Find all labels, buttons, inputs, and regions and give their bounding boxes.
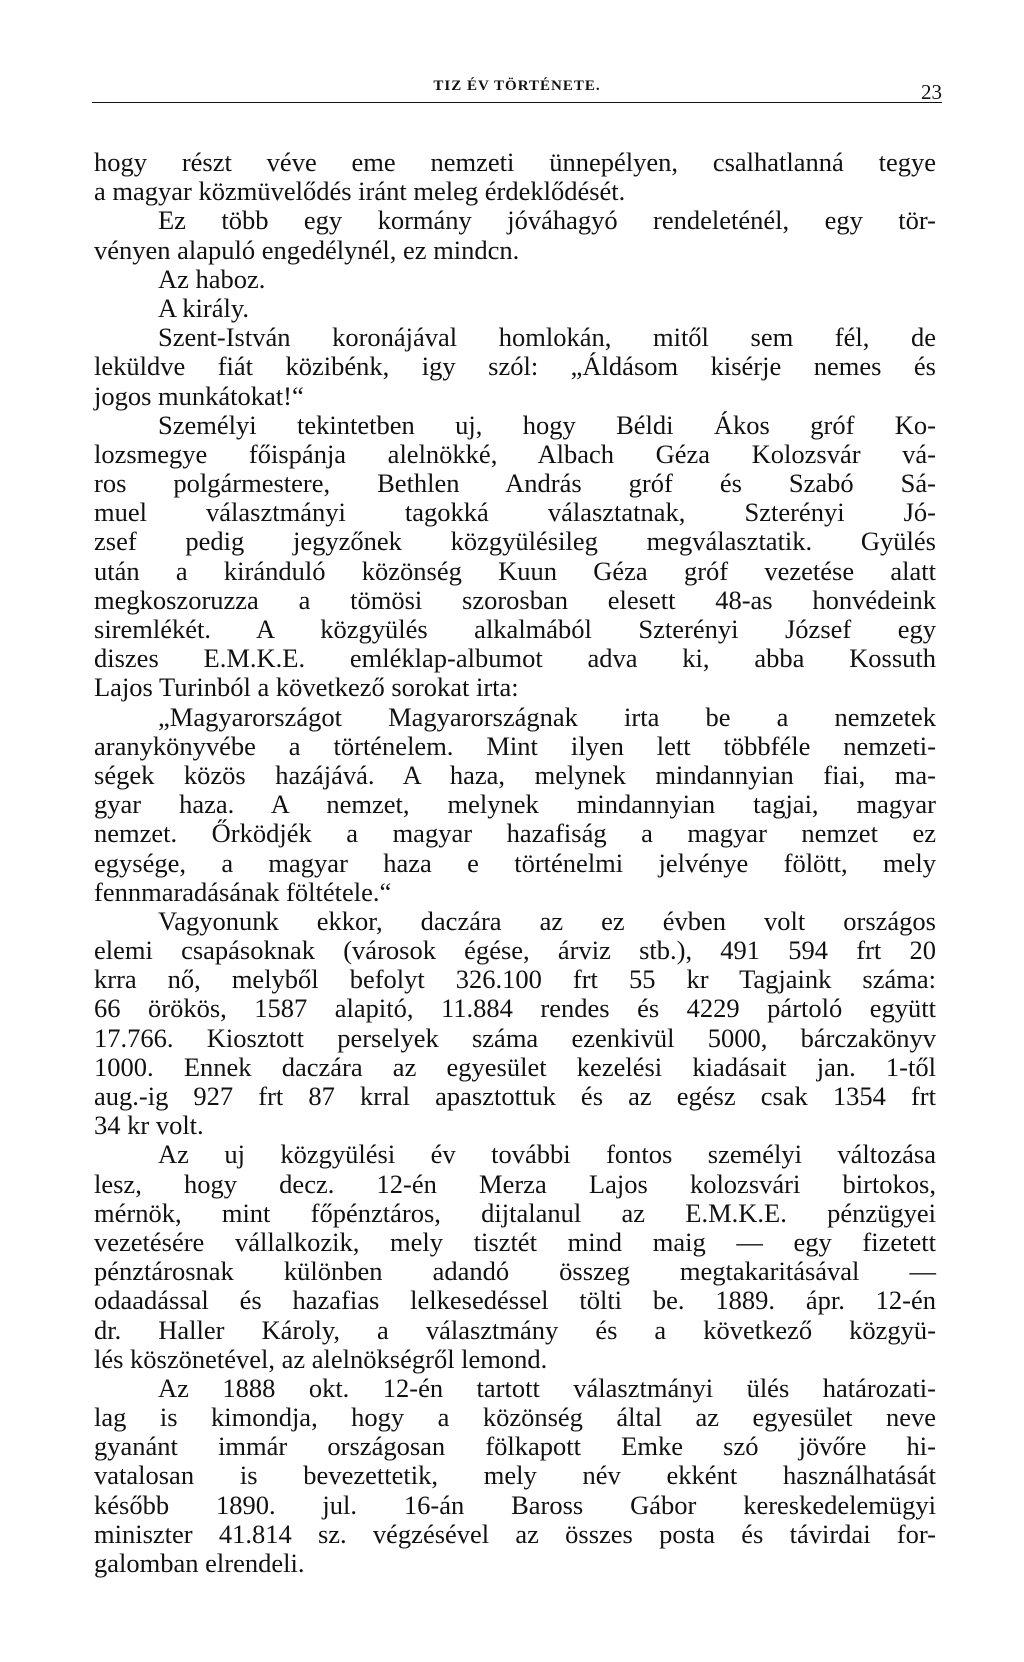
text-line: Lajos Turinból a következő sorokat irta: [94,672,519,703]
text-line: Az 1888 okt. 12-én tartott választmányi ülés határozati- [158,1372,936,1403]
text-line: siremlékét. A közgyülés alkalmából Szterényi József egy [94,614,936,644]
text-line: gyar haza. A nemzet, melynek mindannyian tagjai, magyar [94,789,936,820]
text-line: pénztárosnak különben adandó összeg megtakaritásával — [94,1256,936,1287]
text-line: „Magyarországot Magyarországnak irta be a nemzetek [158,701,936,732]
text-line: a magyar közmüvelődés iránt meleg érdeklődését. [94,176,626,207]
text-line: muel választmányi tagokká választatnak, Szterényi Jó- [94,497,936,528]
text-line: később 1890. jul. 16-án Baross Gábor kereskedelemügyi [94,1489,936,1520]
text-line: hogy részt véve eme nemzeti ünnepélyen, csalhatlanná tegye [94,147,936,177]
text-line: Szent-István koronájával homlokán, mitől sem fél, de [158,322,936,353]
text-line: 34 kr volt. [94,1110,204,1141]
text-line: dr. Haller Károly, a választmány és a következő közgyü- [94,1314,936,1345]
text-line: 1000. Ennek daczára az egyesület kezelési kiadásait jan. 1-től [94,1051,936,1082]
text-line: lesz, hogy decz. 12-én Merza Lajos kolozsvári birtokos, [94,1168,936,1199]
running-title: TIZ ÉV TÖRTÉNETE. [433,78,601,94]
text-line: nemzet. Őrködjék a magyar hazafiság a magyar nemzet ez [94,818,936,849]
text-line: fennmaradásának föltétele.“ [94,876,392,907]
text-line: ros polgármestere, Bethlen András gróf és Szabó Sá- [94,468,936,499]
text-line: 17.766. Kiosztott perselyek száma ezenkivül 5000, bárczakönyv [94,1022,936,1053]
text-line: ségek közös hazájává. A haza, melynek mindannyian fiai, ma- [94,759,936,790]
text-line: Ez több egy kormány jóváhagyó rendeleténél, egy tör- [158,205,936,236]
text-line: leküldve fiát közibénk, igy szól: „Áldásom kisérje nemes és [94,351,936,382]
text-line: odaadással és hazafias lelkesedéssel tölti be. 1889. ápr. 12-én [94,1285,936,1316]
text-line: miniszter 41.814 sz. végzésével az összes posta és távirdai for- [94,1518,936,1549]
text-line: aug.-ig 927 frt 87 krral apasztottuk és az egész csak 1354 frt [94,1081,936,1111]
text-line: diszes E.M.K.E. emléklap-albumot adva ki, abba Kossuth [94,643,936,674]
text-line: egysége, a magyar haza e történelmi jelvénye fölött, mely [94,847,936,878]
text-line: Személyi tekintetben uj, hogy Béldi Ákos gróf Ko- [158,409,936,440]
header-rule [92,102,942,103]
text-line: mérnök, mint főpénztáros, dijtalanul az E.M.K.E. pénzügyei [94,1197,936,1228]
text-line: után a kiránduló közönség Kuun Géza gróf vezetése alatt [94,555,936,586]
text-line: jogos munkátokat!“ [94,380,304,411]
text-line: Az haboz. [158,263,266,294]
text-line: krra nő, melyből befolyt 326.100 frt 55 kr Tagjaink száma: [94,964,936,995]
text-line: Vagyonunk ekkor, daczára az ez évben volt országos [158,905,936,936]
text-line: 66 örökös, 1587 alapitó, 11.884 rendes és 4229 pártoló együtt [94,993,936,1024]
text-line: vényen alapuló engedélynél, ez mindcn. [94,234,520,265]
text-line: vezetésére vállalkozik, mely tisztét mind maig — egy fizetett [94,1226,936,1257]
body-text [94,148,936,1578]
text-line: elemi csapásoknak (városok égése, árviz stb.), 491 594 frt 20 [94,935,936,966]
text-line: megkoszoruzza a tömösi szorosban elesett 48-as honvédeink [94,584,936,615]
text-line: galomban elrendeli. [94,1548,305,1578]
text-line: aranykönyvébe a történelem. Mint ilyen lett többféle nemzeti- [94,730,936,761]
text-line: Az uj közgyülési év további fontos személyi változása [158,1139,936,1170]
text-line: lés köszönetével, az alelnökségről lemond. [94,1343,548,1374]
text-line: gyanánt immár országosan fölkapott Emke szó jövőre hi- [94,1431,936,1462]
text-line: lozsmegye főispánja alelnökké, Albach Géza Kolozsvár vá- [94,438,936,469]
text-line: zsef pedig jegyzőnek közgyülésileg megválasztatik. Gyülés [94,526,936,557]
text-line: A király. [158,292,250,323]
text-line: lag is kimondja, hogy a közönség által az egyesület neve [94,1402,936,1433]
page-header [92,76,942,106]
page-number: 23 [921,80,942,104]
text-line: vatalosan is bevezettetik, mely név ekként használhatását [94,1460,936,1491]
